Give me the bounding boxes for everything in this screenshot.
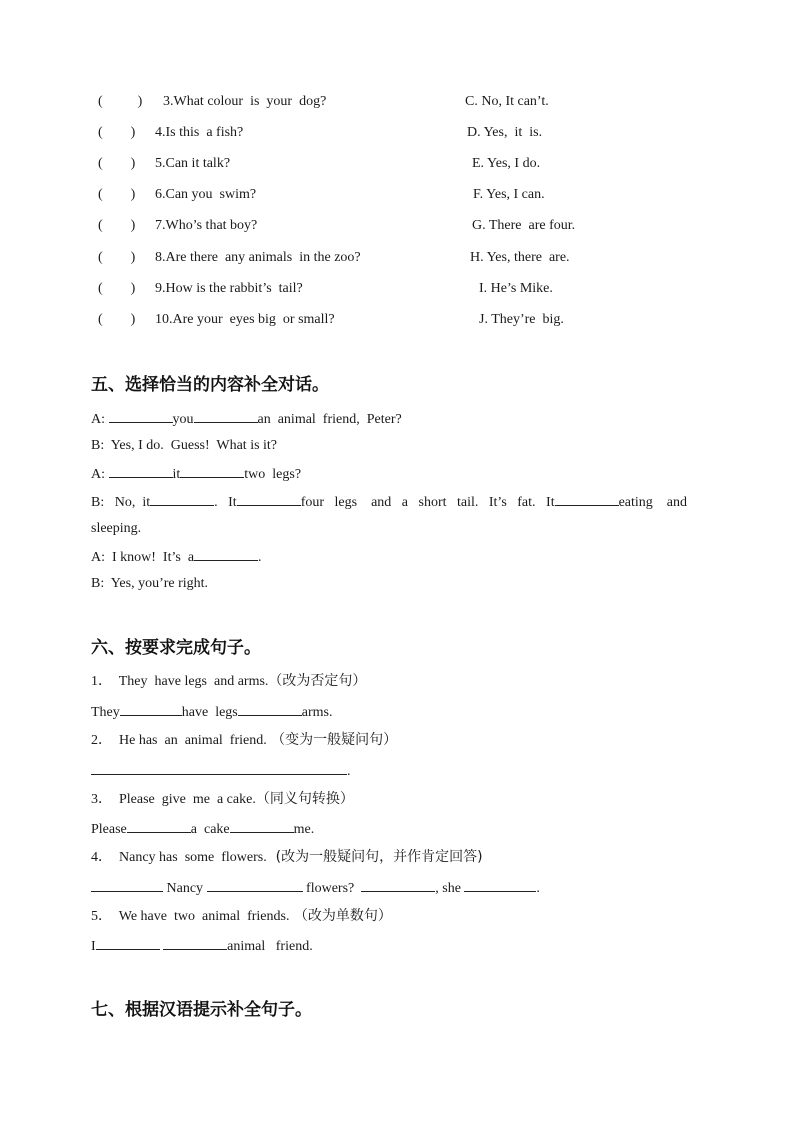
fill-blank[interactable] <box>194 546 258 561</box>
fill-blank[interactable] <box>91 760 347 775</box>
exercise-question: 1． They have legs and arms.（改为否定句） <box>91 673 367 689</box>
section-5-title: 五、选择恰当的内容补全对话。 <box>91 375 329 395</box>
match-row <box>0 310 794 330</box>
answer-parenthesis[interactable]: ( ) <box>98 312 136 327</box>
exercise-question: 3． Please give me a cake.（同义句转换） <box>91 791 354 807</box>
section-7-title: 七、根据汉语提示补全句子。 <box>91 1000 312 1020</box>
fill-blank[interactable] <box>163 935 227 950</box>
dialogue-line: B: Yes, you’re right. <box>91 576 209 591</box>
dialogue-line: A: you an animal friend, Peter? <box>91 408 402 430</box>
fill-blank[interactable] <box>194 408 258 423</box>
match-row <box>0 154 794 174</box>
question-text: 7.Who’s that boy? <box>155 218 258 233</box>
fill-blank[interactable] <box>361 877 435 892</box>
answer-parenthesis[interactable]: ( ) <box>98 94 143 109</box>
answer-parenthesis[interactable]: ( ) <box>98 187 136 202</box>
match-row <box>0 123 794 143</box>
fill-blank[interactable] <box>180 463 244 478</box>
answer-option: E. Yes, I do. <box>472 156 541 171</box>
answer-parenthesis[interactable]: ( ) <box>98 125 136 140</box>
dialogue-line: B: Yes, I do. Guess! What is it? <box>91 438 278 453</box>
section-6-title: 六、按要求完成句子。 <box>91 638 261 658</box>
question-text: 8.Are there any animals in the zoo? <box>155 250 361 265</box>
exercise-answer: They have legs arms. <box>91 701 332 723</box>
answer-option: J. They’re big. <box>479 312 564 327</box>
answer-option: F. Yes, I can. <box>473 187 545 202</box>
answer-parenthesis[interactable]: ( ) <box>98 218 136 233</box>
exercise-answer: I animal friend. <box>91 935 313 957</box>
fill-blank[interactable] <box>230 818 294 833</box>
answer-option: C. No, It can’t. <box>465 94 549 109</box>
question-text: 5.Can it talk? <box>155 156 231 171</box>
match-row <box>0 279 794 299</box>
exercise-answer: Please a cake me. <box>91 818 314 840</box>
fill-blank[interactable] <box>150 491 214 506</box>
match-row <box>0 216 794 236</box>
answer-parenthesis[interactable]: ( ) <box>98 281 136 296</box>
question-text: 4.Is this a fish? <box>155 125 244 140</box>
exercise-question: 2． He has an animal friend. （变为一般疑问句） <box>91 732 398 748</box>
fill-blank[interactable] <box>127 818 191 833</box>
dialogue-line: B: No, it . It four legs and a short tail. It’s fat. It eating and <box>91 491 687 513</box>
answer-option: G. There are four. <box>472 218 576 233</box>
fill-blank[interactable] <box>120 701 182 716</box>
fill-blank[interactable] <box>96 935 160 950</box>
question-text: 10.Are your eyes big or small? <box>155 312 335 327</box>
fill-blank[interactable] <box>237 491 301 506</box>
answer-parenthesis[interactable]: ( ) <box>98 156 136 171</box>
dialogue-line: sleeping. <box>91 521 142 536</box>
dialogue-line: A: I know! It’s a . <box>91 546 262 568</box>
exercise-answer: . <box>91 760 351 782</box>
answer-option: D. Yes, it is. <box>467 125 543 140</box>
exercise-question: 5． We have two animal friends. （改为单数句） <box>91 908 392 924</box>
fill-blank[interactable] <box>91 877 163 892</box>
fill-blank[interactable] <box>238 701 302 716</box>
fill-blank[interactable] <box>207 877 303 892</box>
exercise-question: 4． Nancy has some flowers. (改为一般疑问句，并作肯定回答) <box>91 849 483 865</box>
match-row <box>0 185 794 205</box>
match-row <box>0 92 794 112</box>
answer-option: H. Yes, there are. <box>470 250 570 265</box>
question-text: 9.How is the rabbit’s tail? <box>155 281 303 296</box>
question-text: 6.Can you swim? <box>155 187 257 202</box>
exercise-answer: Nancy flowers? , she . <box>91 877 540 899</box>
fill-blank[interactable] <box>464 877 536 892</box>
fill-blank[interactable] <box>109 408 173 423</box>
answer-option: I. He’s Mike. <box>479 281 553 296</box>
fill-blank[interactable] <box>555 491 619 506</box>
question-text: 3.What colour is your dog? <box>163 94 327 109</box>
answer-parenthesis[interactable]: ( ) <box>98 250 136 265</box>
match-row <box>0 248 794 268</box>
fill-blank[interactable] <box>109 463 173 478</box>
dialogue-line: A: it two legs? <box>91 463 301 485</box>
